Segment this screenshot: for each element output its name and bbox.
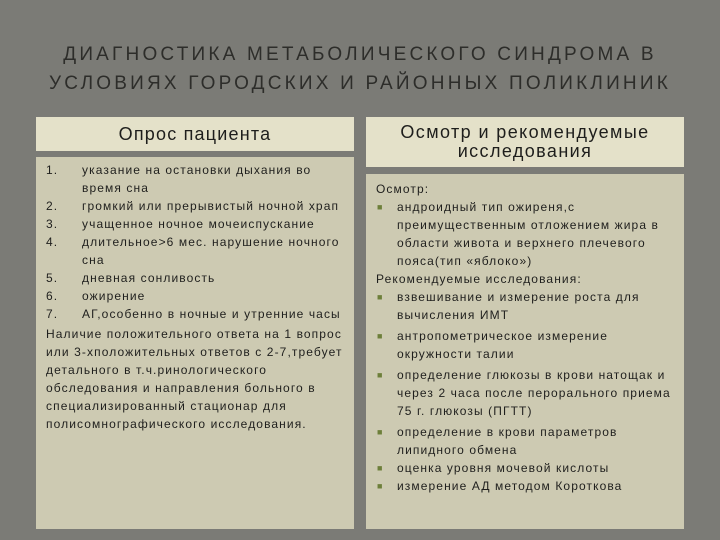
survey-question-text: дневная сонливость (82, 271, 216, 285)
test-list-item (376, 477, 678, 495)
survey-question-number: 3. (46, 217, 59, 231)
patient-survey-panel (36, 157, 354, 529)
test-item-text: антропометрическое измерение окружности талии (397, 329, 608, 361)
survey-question (46, 269, 348, 287)
test-list-item (376, 327, 678, 363)
bullet-icon: ■ (377, 481, 384, 491)
exam-and-tests-panel (366, 174, 684, 529)
survey-question (46, 233, 348, 269)
bullet-icon: ■ (377, 370, 384, 380)
survey-question-text: указание на остановки дыхания во время сна (82, 163, 312, 195)
test-list-item (376, 459, 678, 477)
survey-question-text: длительное>6 мес. нарушение ночного сна (82, 235, 340, 267)
survey-question-number: 1. (46, 163, 59, 177)
bullet-icon: ■ (377, 427, 384, 437)
exam-heading: Осмотр: (376, 182, 430, 196)
exam-list-item (376, 198, 678, 270)
test-item-text: взвешивание и измерение роста для вычисления ИМТ (397, 290, 640, 322)
slide-title-line-2: УСЛОВИЯХ ГОРОДСКИХ И РАЙОННЫХ ПОЛИКЛИНИК (49, 73, 671, 94)
exam-and-tests-header-line-1: Осмотр и рекомендуемые (400, 122, 650, 142)
survey-question-text: громкий или прерывистый ночной храп (82, 199, 340, 213)
patient-survey-header: Опрос пациента (36, 117, 354, 151)
test-item-text: определение глюкозы в крови натощак и через 2 часа после перорального приема 75 г. глюкозы (ПГТТ) (397, 368, 671, 418)
survey-question (46, 215, 348, 233)
exam-item-text: андроидный тип ожиреня,с преимущественным отложением жира в области живота и верхнего плечевого пояса(тип «яблоко») (397, 200, 660, 268)
survey-question (46, 197, 348, 215)
survey-question (46, 287, 348, 305)
exam-and-tests-header (366, 117, 684, 167)
test-list-item (376, 288, 678, 324)
bullet-icon: ■ (377, 202, 384, 212)
exam-and-tests-header-line-2: исследования (457, 141, 593, 161)
test-item-text: определение в крови параметров липидного обмена (397, 425, 618, 457)
survey-conclusion: Наличие положительного ответа на 1 вопрос или 3-хположительных ответов с 2-7,требует детального в т.ч.ринологического обследования и направления больного в специализированный стационар для полисомнографического исследования. (46, 327, 343, 431)
survey-question (46, 305, 348, 323)
survey-question-number: 7. (46, 307, 59, 321)
test-list-item (376, 423, 678, 459)
bullet-icon: ■ (377, 292, 384, 302)
test-list-item (376, 366, 678, 420)
survey-question-number: 6. (46, 289, 59, 303)
test-item-text: измерение АД методом Короткова (397, 479, 623, 493)
slide-title (0, 40, 720, 98)
survey-question (46, 161, 348, 197)
survey-question-text: ожирение (82, 289, 146, 303)
bullet-icon: ■ (377, 331, 384, 341)
test-item-text: оценка уровня мочевой кислоты (397, 461, 610, 475)
survey-question-text: учащенное ночное мочеиспускание (82, 217, 315, 231)
survey-question-number: 4. (46, 235, 59, 249)
survey-question-number: 2. (46, 199, 59, 213)
survey-question-number: 5. (46, 271, 59, 285)
tests-heading: Рекомендуемые исследования: (376, 272, 582, 286)
survey-question-text: АГ,особенно в ночные и утренние часы (82, 307, 341, 321)
bullet-icon: ■ (377, 463, 384, 473)
slide-title-line-1: ДИАГНОСТИКА МЕТАБОЛИЧЕСКОГО СИНДРОМА В (63, 44, 657, 65)
